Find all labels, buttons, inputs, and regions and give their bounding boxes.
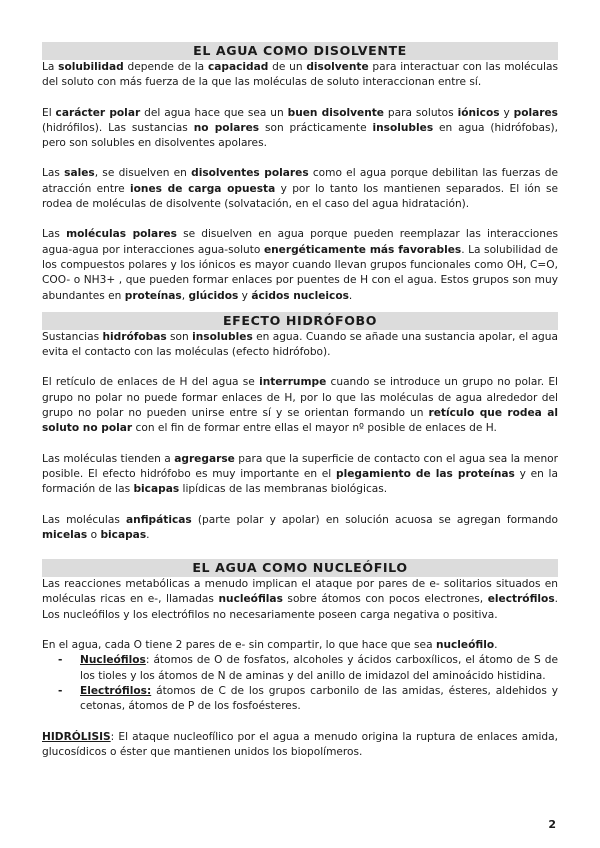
page-number: 2	[548, 818, 556, 831]
paragraph-solubilidad: La solubilidad depende de la capacidad de un disolvente para interactuar con las moléculas del soluto con más fuerza de la que las moléculas de soluto interaccionan entre sí.	[42, 61, 558, 89]
hidrolisis-term: HIDRÓLISIS	[42, 730, 111, 743]
list-dash: -	[58, 654, 63, 667]
page-content	[42, 42, 558, 760]
list-item-nucleofilos: - Nucleófilos: átomos de O de fosfatos, alcoholes y ácidos carboxílicos, el átomo de S de los tioles y los átomos de N de aminas y del anillo de imidazol del aminoácido histidina.	[58, 654, 558, 682]
section-title-disolvente: EL AGUA COMO DISOLVENTE	[42, 42, 558, 60]
nucleo-electro-list	[42, 653, 558, 714]
paragraph-anfipaticas: Las moléculas anfipáticas (parte polar y apolar) en solución acuosa se agregan formando micelas o bicapas.	[42, 513, 559, 541]
list-item-electrofilos: - Electrófilos: átomos de C de los grupos carbonilo de las amidas, ésteres, aldehidos y cetonas, átomos de P de los fosfoésteres.	[58, 684, 558, 713]
section-title-nucleofilo: EL AGUA COMO NUCLEÓFILO	[42, 559, 558, 577]
paragraph-agregarse: Las moléculas tienden a agregarse para que la superficie de contacto con el agua sea la menor posible. El efecto hidrófobo es muy importante en el plegamiento de las proteínas y en la formación de las bicapas lipídicas de las membranas biológicas.	[42, 452, 558, 496]
paragraph-reacciones: Las reacciones metabólicas a menudo implican el ataque por pares de e- solitarios situados en moléculas ricas en e-, llamadas nucleófilas sobre átomos con pocos electrones, electrófilos. Los nucleófilos y los electrófilos no necesariamente poseen carga negativa o positiva.	[42, 578, 559, 621]
section-title-hidrofobo: EFECTO HIDRÓFOBO	[42, 312, 558, 330]
paragraph-hidrofobas: Sustancias hidrófobas son insolubles en agua. Cuando se añade una sustancia apolar, el agua evita el contacto con las moléculas (efecto hidrófobo).	[42, 330, 558, 359]
paragraph-reticulo: El retículo de enlaces de H del agua se interrumpe cuando se introduce un grupo no polar. El grupo no polar no puede formar enlaces de H, por lo que las moléculas de agua alrededor del grupo no polar no pueden unirse entre sí y se orientan formando un retículo que rodea al soluto no polar con el fin de formar entre ellas el mayor nº posible de enlaces de H.	[42, 376, 558, 435]
paragraph-caracter-polar: El carácter polar del agua hace que sea un buen disolvente para solutos iónicos y polares (hidrófilos). Las sustancias no polares son prácticamente insolubles en agua (hidrófobas), pero son solubles en disolventes apolares.	[42, 106, 558, 150]
paragraph-agua-nucleofilo: En el agua, cada O tiene 2 pares de e- sin compartir, lo que hace que sea nucleófilo.	[42, 639, 498, 652]
paragraph-hidrolisis: HIDRÓLISIS: El ataque nucleofílico por el agua a menudo origina la ruptura de enlaces amida, glucosídicos o éster que mantienen unidos los biopolímeros.	[42, 730, 558, 758]
paragraph-sales: Las sales, se disuelven en disolventes polares como el agua porque debilitan las fuerzas de atracción entre iones de carga opuesta y por lo tanto los mantienen separados. El ión se rodea de moléculas de disolvente (solvatación, en el caso del agua hidratación).	[42, 167, 559, 211]
list-dash: -	[58, 684, 63, 697]
paragraph-moleculas-polares: Las moléculas polares se disuelven en agua porque pueden reemplazar las interacciones agua-agua por interacciones agua-soluto energéticamente más favorables. La solubilidad de los compuestos polares y los iónicos es mayor cuando llevan grupos funcionales como OH, C=O, COO- o NH3+ , que pueden formar enlaces por puentes de H con el agua. Estos grupos son muy abundantes en proteínas, glúcidos y ácidos nucleicos.	[42, 228, 558, 302]
